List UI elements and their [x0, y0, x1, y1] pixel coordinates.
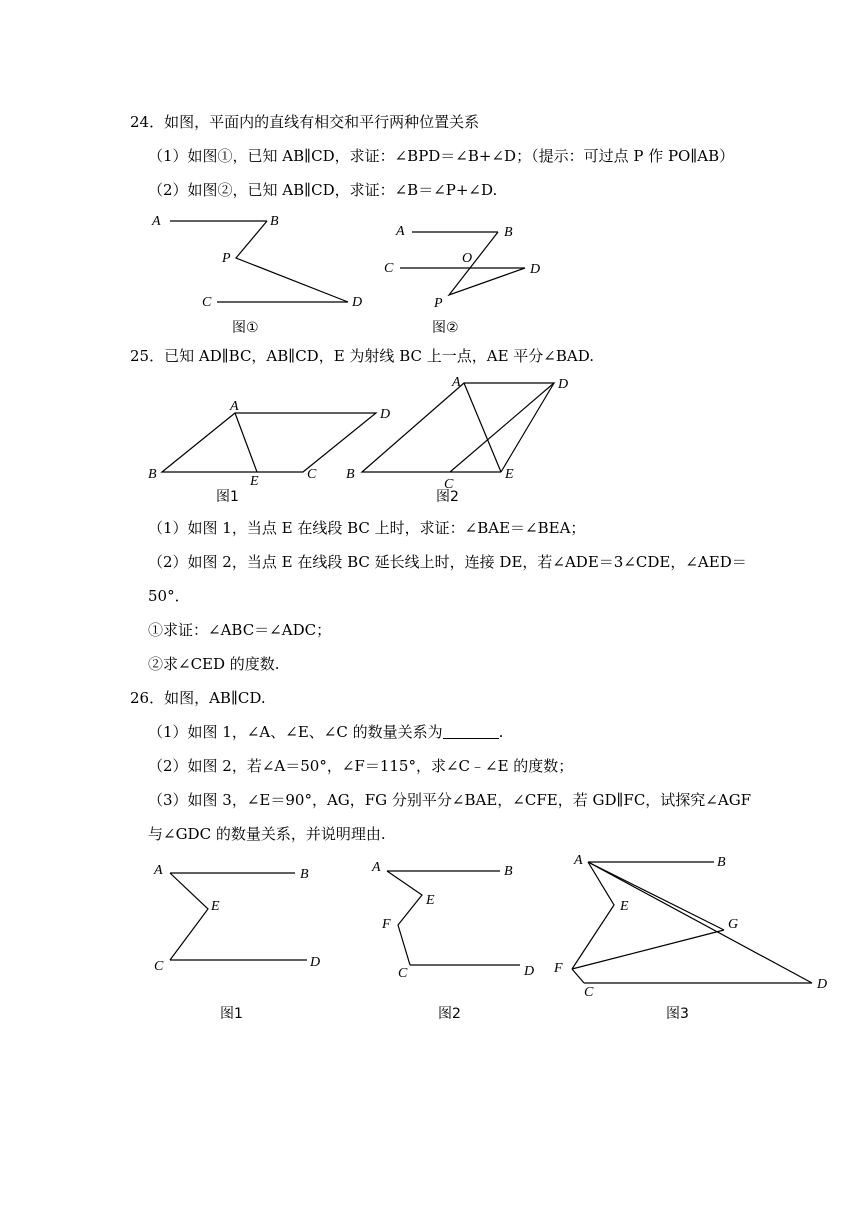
q26-title: 26．如图，AB∥CD.	[130, 689, 266, 707]
q26-fig3-label-d: D	[817, 977, 828, 992]
q26-fig1-label-d: D	[310, 955, 321, 970]
q25-fig1-caption: 图1	[216, 489, 239, 505]
q26-part3-cont: 与∠GDC 的数量关系，并说明理由.	[148, 825, 386, 843]
q26-fig2-label-f: F	[382, 917, 391, 932]
fig2-label-d: D	[530, 262, 541, 277]
q26-part1-end: .	[498, 723, 504, 741]
q26-fig3-label-f: F	[554, 961, 563, 976]
q26-fig1-label-e: E	[211, 899, 220, 914]
q26-part1: （1）如图 1，∠A、∠E、∠C 的数量关系为	[148, 723, 443, 741]
fig2-label-p: P	[434, 296, 443, 311]
q24-part2: （2）如图②，已知 AB∥CD，求证：∠B＝∠P+∠D.	[148, 181, 498, 199]
q25-fig2-label-a: A	[452, 375, 461, 390]
q25-fig1-label-a: A	[230, 399, 239, 414]
q26-fig3-label-c: C	[584, 985, 594, 1000]
q26-fig1-label-b: B	[300, 867, 309, 882]
q25-sub1: ①求证：∠ABC＝∠ADC；	[148, 621, 332, 639]
fig1-label-p: P	[222, 251, 231, 266]
q26-part2: （2）如图 2，若∠A＝50°，∠F＝115°，求∠C﹣∠E 的度数；	[148, 757, 574, 775]
fig2-label-a: A	[396, 224, 405, 239]
answer-blank	[443, 724, 499, 739]
q25-part2: （2）如图 2，当点 E 在线段 BC 延长线上时，连接 DE，若∠ADE＝3∠CDE，∠AED＝	[148, 553, 747, 571]
q26-fig3-label-g: G	[728, 917, 739, 932]
q25-fig1-label-c: C	[307, 467, 317, 482]
fig2-label-o: O	[462, 251, 473, 266]
q26-fig2-label-b: B	[504, 864, 513, 879]
q25-fig1-label-b: B	[148, 467, 157, 482]
q25-fig2-label-c: C	[444, 477, 454, 492]
q25-sub2: ②求∠CED 的度数.	[148, 655, 280, 673]
q26-fig1-label-c: C	[154, 959, 164, 974]
q26-fig2-label-c: C	[398, 966, 408, 981]
q26-fig3-caption: 图3	[666, 1006, 689, 1022]
fig1-label-a: A	[152, 214, 161, 229]
q26-fig1-label-a: A	[154, 863, 163, 878]
fig2-label-c: C	[384, 261, 394, 276]
q26-fig1-caption: 图1	[220, 1006, 243, 1022]
q25-figures	[140, 370, 580, 510]
q26-fig2-label-e: E	[426, 893, 435, 908]
fig1-label-d: D	[352, 295, 363, 310]
q25-fig2-label-e: E	[505, 467, 514, 482]
q26-fig3-label-e: E	[620, 899, 629, 914]
q26-fig2-caption: 图2	[438, 1006, 461, 1022]
q25-fig1-label-e: E	[250, 474, 259, 489]
q24-fig2-caption: 图②	[432, 320, 459, 336]
q26-figure-1	[170, 873, 307, 960]
q25-fig2-caption: 图2	[436, 489, 459, 505]
q25-part2-cont: 50°．	[148, 587, 190, 605]
q24-part1: （1）如图①，已知 AB∥CD，求证：∠BPD＝∠B+∠D；（提示：可过点 P 作 PO∥AB）	[148, 147, 735, 165]
q25-fig1-label-d: D	[380, 407, 391, 422]
q26-figure-3	[572, 862, 812, 983]
q24-figure-1	[170, 221, 348, 302]
q26-part3: （3）如图 3，∠E＝90°，AG，FG 分别平分∠BAE，∠CFE，若 GD∥FC，试探究∠AGF	[148, 791, 752, 809]
q25-fig2-label-d: D	[558, 377, 569, 392]
q25-fig2-label-b: B	[346, 467, 355, 482]
q26-fig3-label-b: B	[717, 855, 726, 870]
q26-fig2-label-a: A	[372, 860, 381, 875]
q26-part1-line	[148, 722, 503, 742]
fig1-label-c: C	[202, 295, 212, 310]
q26-figure-2	[387, 871, 520, 965]
q26-figures	[140, 848, 840, 1028]
fig1-label-b: B	[270, 214, 279, 229]
q24-figures	[140, 205, 541, 340]
q25-part1: （1）如图 1，当点 E 在线段 BC 上时，求证：∠BAE＝∠BEA；	[148, 519, 586, 537]
q25-figure-2	[362, 383, 554, 472]
q26-fig3-label-a: A	[574, 853, 583, 868]
q24-title: 24．如图，平面内的直线有相交和平行两种位置关系	[130, 113, 480, 131]
q26-fig2-label-d: D	[524, 964, 535, 979]
q25-title: 25．已知 AD∥BC，AB∥CD，E 为射线 BC 上一点，AE 平分∠BAD.	[130, 347, 594, 365]
q24-fig1-caption: 图①	[232, 320, 259, 336]
q25-figure-1	[162, 413, 376, 472]
fig2-label-b: B	[504, 225, 513, 240]
